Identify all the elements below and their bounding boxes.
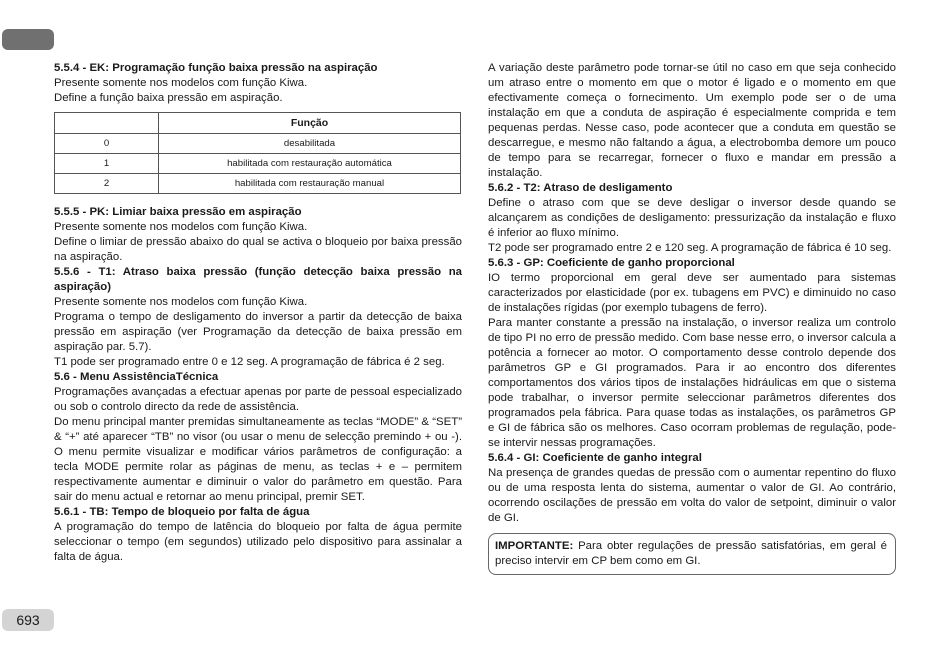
important-note-box — [488, 533, 896, 575]
table-header-cell: Função — [159, 113, 461, 134]
section-5-6-3-title: 5.6.3 - GP: Coeficiente de ganho proporcional — [488, 257, 735, 269]
right-column — [488, 61, 896, 575]
paragraph: Define a função baixa pressão em aspiração. — [54, 92, 283, 104]
paragraph: Para manter constante a pressão na instalação, o inversor realiza um controlo de tipo PI no erro de pressão medido. Com base nesse erro, o inversor calcula a potência a fornecer ao motor. O comportamento desse controlo depende dos parâmetros GP e GI programados. Para ir ao encontro dos diferentes comportamentos dos vários tipos de instalações hidráulicas em que o sistema pode trabalhar, o inversor permite seleccionar parâmetros diferentes dos programados pela fábrica. Para quase todas as instalações, os parâmetros GP e GI de fábrica são os melhores. Caso ocorram problemas de regulação, pode-se intervir nessas programações. — [488, 317, 896, 449]
table-cell-function: habilitada com restauração manual — [159, 174, 461, 194]
left-column — [54, 61, 462, 565]
paragraph: A programação do tempo de latência do bloqueio por falta de água permite seleccionar o tempo (em segundos) utilizado pelo dispositivo para assinalar a falta de água. — [54, 521, 462, 563]
paragraph: A variação deste parâmetro pode tornar-se útil no caso em que seja conhecido um atraso entre o momento em que o motor é ligado e o momento em que efectivamente começa o fornecimento. Um exemplo pode ser o de uma instalação em que a conduta de aspiração é especialmente comprida e tem pequenas perdas. Nesse caso, pode acontecer que a conduta em questão se descarregue, e mesmo não faltando a água, a electrobomba demore um pouco de tempo para se recarregar, fornecer o fluxo e mandar em pressão a instalação. — [488, 62, 896, 179]
section-5-6-4-title: 5.6.4 - GI: Coeficiente de ganho integral — [488, 452, 702, 464]
paragraph: Define o limiar de pressão abaixo do qual se activa o bloqueio por baixa pressão na aspiração. — [54, 236, 462, 263]
paragraph: Programa o tempo de desligamento do inversor a partir da detecção de baixa pressão em aspiração (ver Programação da detecção de baixa pressão em aspiração par. 5.7). — [54, 311, 462, 353]
section-5-5-6-title: 5.5.6 - T1: Atraso baixa pressão (função detecção baixa pressão na aspiração) — [54, 266, 462, 293]
section-5-5-5-title: 5.5.5 - PK: Limiar baixa pressão em aspiração — [54, 206, 302, 218]
important-label: IMPORTANTE: — [495, 540, 574, 552]
paragraph: T1 pode ser programado entre 0 e 12 seg. A programação de fábrica é 2 seg. — [54, 356, 445, 368]
page-number: 693 — [2, 609, 54, 631]
table-header-cell — [55, 113, 159, 134]
paragraph: Presente somente nos modelos com função Kiwa. — [54, 221, 308, 233]
paragraph: Presente somente nos modelos com função Kiwa. — [54, 77, 308, 89]
section-5-6-2-title: 5.6.2 - T2: Atraso de desligamento — [488, 182, 673, 194]
table-header-row — [55, 113, 461, 134]
paragraph: Programações avançadas a efectuar apenas por parte de pessoal especializado ou sob o controlo directo da rede de assistência. — [54, 386, 462, 413]
table-cell-value: 0 — [55, 134, 159, 154]
table-cell-value: 2 — [55, 174, 159, 194]
paragraph: IO termo proporcional em geral deve ser aumentado para sistemas caracterizados por elasticidade (por ex. tubagens em PVC) e diminuido no caso de instalações rígidas (por exemplo tubagens de ferro). — [488, 272, 896, 314]
table-cell-value: 1 — [55, 154, 159, 174]
important-note — [495, 539, 887, 569]
table-row — [55, 174, 461, 194]
table-row — [55, 154, 461, 174]
paragraph: Do menu principal manter premidas simultaneamente as teclas “MODE” & “SET” & “+” até aparecer “TB” no visor (ou usar o menu de selecção premindo + ou -). O menu permite visualizar e modificar vários parâmetros de configuração: a tecla MODE permite rolar as páginas de menu, as teclas + e – permitem respectivamente aumentar e diminuir o valor do parâmetro em questão. Para sair do menu actual e retornar ao menu principal, premir SET. — [54, 416, 462, 503]
paragraph: T2 pode ser programado entre 2 e 120 seg. A programação de fábrica é 10 seg. — [488, 242, 892, 254]
table-row — [55, 134, 461, 154]
paragraph: Presente somente nos modelos com função Kiwa. — [54, 296, 308, 308]
section-5-6-title: 5.6 - Menu AssistênciaTécnica — [54, 371, 219, 383]
paragraph: Define o atraso com que se deve desligar o inversor desde quando se alcançarem as condições de desligamento: pressurização da instalação e fluxo é inferior ao fluxo mínimo. — [488, 197, 896, 239]
table-cell-function: desabilitada — [159, 134, 461, 154]
paragraph: Na presença de grandes quedas de pressão com o aumentar repentino do fluxo ou de uma resposta lenta do sistema, aumentar o valor de GI. Ao contrário, ocorrendo oscilações de pressão em volta do valor de setpoint, diminuir o valor de GI. — [488, 467, 896, 524]
section-tab-marker — [2, 29, 54, 50]
section-5-6-1-title: 5.6.1 - TB: Tempo de bloqueio por falta de água — [54, 506, 310, 518]
important-text: Para obter regulações de pressão satisfatórias, em geral é preciso intervir em CP bem como em GI. — [495, 540, 887, 567]
function-table — [54, 112, 461, 194]
table-cell-function: habilitada com restauração automática — [159, 154, 461, 174]
section-5-5-4-title: 5.5.4 - EK: Programação função baixa pressão na aspiração — [54, 62, 378, 74]
